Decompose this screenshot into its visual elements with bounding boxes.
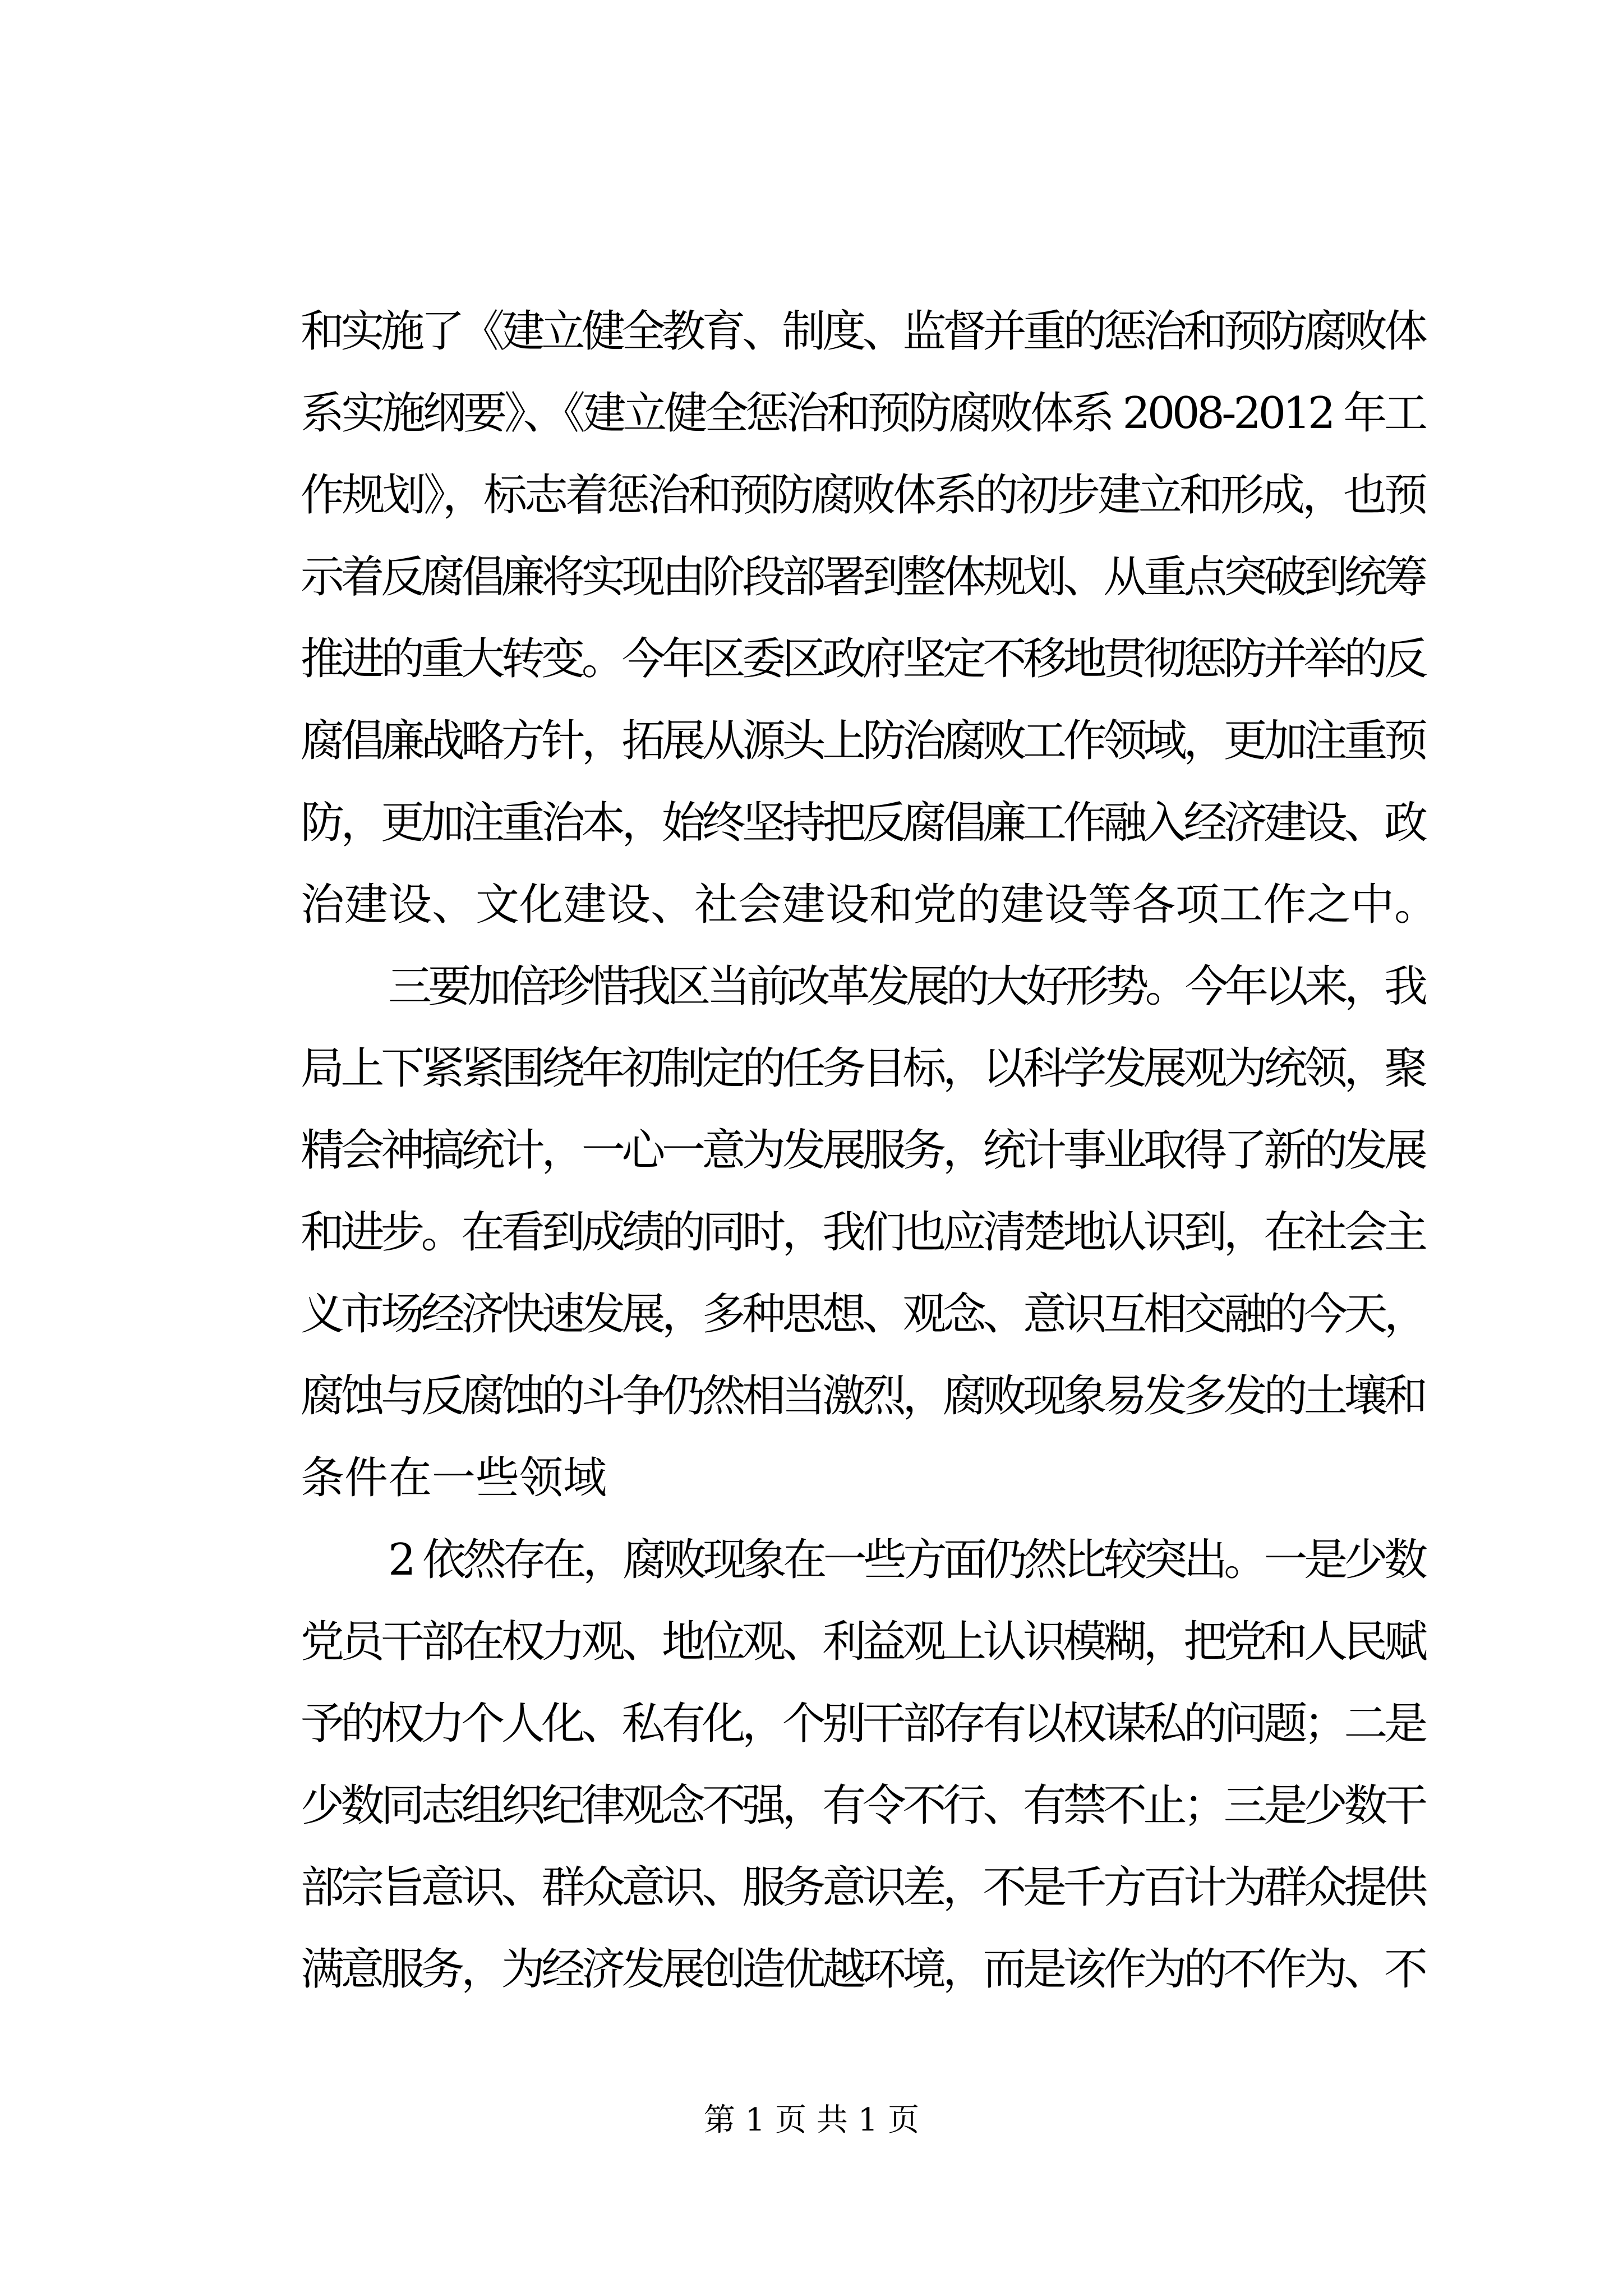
text-line: 予的权力个人化、私有化，个别干部存有以权谋私的问题；二是 bbox=[301, 1699, 1424, 1749]
text-line: 条件在一些领域 bbox=[301, 1453, 607, 1503]
text-line: 和实施了《建立健全教育、制度、监督并重的惩治和预防腐败体 bbox=[301, 306, 1424, 357]
body-text bbox=[301, 291, 1438, 2010]
text-line: 2 依然存在，腐败现象在一些方面仍然比较突出。一是少数 bbox=[388, 1535, 1424, 1585]
text-line: 局上下紧紧围绕年初制定的任务目标，以科学发展观为统领，聚 bbox=[301, 1043, 1424, 1094]
text-line: 党员干部在权力观、地位观、利益观上认识模糊，把党和人民赋 bbox=[301, 1617, 1424, 1667]
text-line: 义市场经济快速发展，多种思想、观念、意识互相交融的今天， bbox=[301, 1289, 1424, 1340]
text-line: 系实施纲要》、《建立健全惩治和预防腐败体系 2008-2012 年工 bbox=[301, 388, 1425, 439]
text-line: 腐蚀与反腐蚀的斗争仍然相当激烈，腐败现象易发多发的土壤和 bbox=[301, 1371, 1424, 1421]
page-footer: 第 1 页 共 1 页 bbox=[703, 2102, 920, 2138]
text-line: 部宗旨意识、群众意识、服务意识差，不是千方百计为群众提供 bbox=[301, 1862, 1424, 1913]
text-line: 防，更加注重治本，始终坚持把反腐倡廉工作融入经济建设、政 bbox=[301, 798, 1424, 848]
text-line: 推进的重大转变。今年区委区政府坚定不移地贯彻惩防并举的反 bbox=[301, 634, 1424, 684]
text-line: 示着反腐倡廉将实现由阶段部署到整体规划、从重点突破到统筹 bbox=[301, 552, 1424, 602]
text-line: 三要加倍珍惜我区当前改革发展的大好形势。今年以来，我 bbox=[388, 961, 1424, 1012]
text-line: 少数同志组织纪律观念不强，有令不行、有禁不止；三是少数干 bbox=[301, 1780, 1424, 1831]
text-line: 作规划》，标志着惩治和预防腐败体系的初步建立和形成，也预 bbox=[301, 470, 1425, 521]
text-line: 和进步。在看到成绩的同时，我们也应清楚地认识到，在社会主 bbox=[301, 1207, 1424, 1258]
text-line: 治建设、文化建设、社会建设和党的建设等各项工作之中。 bbox=[301, 880, 1438, 930]
text-line: 精会神搞统计，一心一意为发展服务，统计事业取得了新的发展 bbox=[301, 1125, 1424, 1176]
text-line: 腐倡廉战略方针，拓展从源头上防治腐败工作领域，更加注重预 bbox=[301, 716, 1424, 766]
text-line: 满意服务，为经济发展创造优越环境，而是该作为的不作为、不 bbox=[301, 1944, 1424, 1995]
